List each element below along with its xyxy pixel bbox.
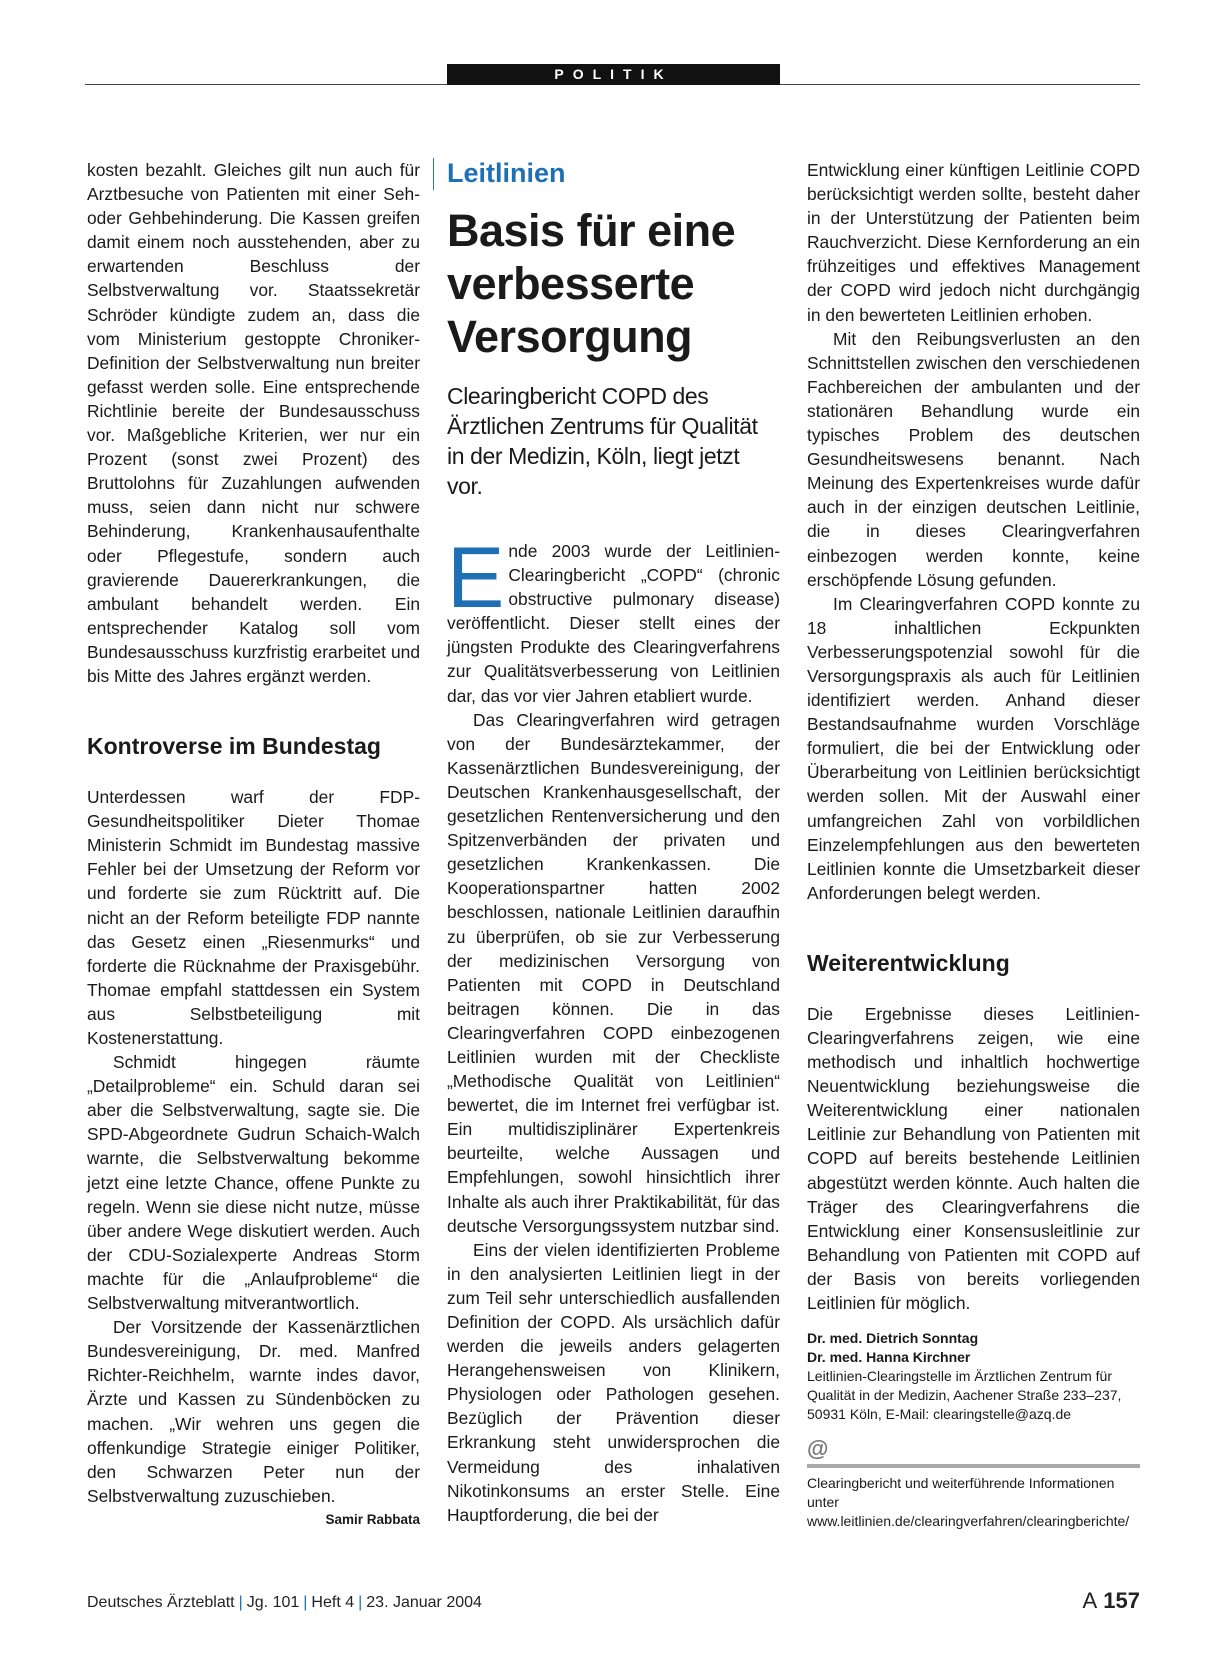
col1-paragraph-4 [87,1315,420,1527]
col3-paragraph-1: Entwicklung einer künftigen Leitlinie COPD berücksichtigt werden sollte, besteht daher in der Unterstützung der Patienten beim Rauchverzicht. Diese Kernforderung an ein frühzeitiges und effektives Management der COPD wird jedoch nicht durchgängig in den bewerteten Leitlinien erhoben. [807,160,1140,325]
column-2 [447,158,780,1527]
column-3 [807,158,1140,1531]
footer-volume: Jg. 101 [246,1594,300,1611]
standfirst: Clearingbericht COPD des Ärztlichen Zentrums für Qualität in der Medizin, Köln, liegt jetzt vor. [447,383,758,499]
page-footer [87,1588,1140,1613]
col2-paragraph-1-text: nde 2003 wurde der Leitlinien-Clearingbericht „COPD“ (chronic obstructive pulmonary disease) veröffentlicht. Dieser stellt eines der jüngsten Produkte des Clearingverfahrens zur Qualitätsverbesserung von Leitlinien dar, das vor vier Jahren etabliert wurde. [447,541,780,706]
footer-issue: Heft 4 [311,1594,355,1611]
col1-paragraph-3: Schmidt hingegen räumte „Detailprobleme“ ein. Schuld daran sei aber die Selbstverwaltung, sagte sie. Die SPD-Abgeordnete Gudrun Schaich-Walch warnte, die Selbstverwaltung bekomme jetzt eine letzte Chance, offene Punkte zu regeln. Wenn sie diese nicht nutze, müsse über andere Wege diskutiert werden. Auch der CDU-Sozialexperte Andreas Storm machte für die „Anlaufprobleme“ die Selbstverwaltung mitverantwortlich. [87,1052,420,1314]
authors-block [807,1329,1140,1367]
col3-subheading: Weiterentwicklung [807,949,1010,976]
page-number-value: 157 [1103,1588,1140,1613]
col1-subheading: Kontroverse im Bundestag [87,733,381,760]
web-info-text: Clearingbericht und weiterführende Informationen unter www.leitlinien.de/clearingverfahren/clearingberichte/ [807,1475,1130,1530]
col1-author: Samir Rabbata [325,1511,420,1527]
col1-paragraph-2: Unterdessen warf der FDP-Gesundheitspolitiker Dieter Thomae Ministerin Schmidt im Bundestag massive Fehler bei der Umsetzung der Reform vor und forderte sie zum Rücktritt auf. Die nicht an der Reform beteiligte FDP nannte das Gesetz einen „Riesenmurks“ und forderte die Rücknahme der Praxisgebühr. Thomae empfahl stattdessen ein System aus Selbstbeteiligung mit Kostenerstattung. [87,787,420,1048]
footer-separator: | [303,1594,308,1611]
col1-paragraph-4-text: Der Vorsitzende der Kassenärztlichen Bundesvereinigung, Dr. med. Manfred Richter-Reichhelm, warnte indes davor, Ärzte und Kassen zu Sündenböcken zu machen. „Wir wehren uns gegen die offenkundige Strategie einiger Politiker, den Schwarzen Peter nun der Selbstverwaltung zuzuschieben. [87,1317,420,1506]
page-number [1082,1588,1140,1614]
page-prefix: A [1082,1588,1098,1613]
col2-paragraph-3: Eins der vielen identifizierten Probleme in den analysierten Leitlinien liegt in der zum Teil sehr unterschiedlich ausfallenden Definition der COPD. Als ursächlich dafür werden die jeweils anders gelagerten Herangehensweisen von Klinikern, Physiologen oder Pathologen gesehen. Bezüglich der Prävention dieser Erkrankung steht unwidersprochen die Vermeidung des inhalativen Nikotinkonsums an erster Stelle. Eine Hauptforderung, die bei der [447,1239,780,1525]
drop-cap: E [447,530,505,626]
footer-separator: | [358,1594,363,1611]
footer-date: 23. Januar 2004 [366,1594,482,1611]
footer-separator: | [238,1594,243,1611]
section-label: POLITIK [447,64,780,85]
column-1 [87,158,420,1532]
col3-paragraph-4: Die Ergebnisse dieses Leitlinien-Clearingverfahrens zeigen, wie eine methodisch und inhaltlich hochwertige Neuentwicklung beziehungsweise die Weiterentwicklung einer nationalen Leitlinie zur Behandlung von Patienten mit COPD auf bereits bestehende Leitlinien abgestützt werden könnte. Auch halten die Träger des Clearingverfahrens die Entwicklung einer Konsensusleitlinie zur Behandlung von Patienten mit COPD auf der Basis von bereits vorliegenden Leitlinien für möglich. [807,1003,1140,1314]
kicker-rule [433,158,434,190]
author-1: Dr. med. Dietrich Sonntag [807,1330,979,1347]
affiliation: Leitlinien-Clearingstelle im Ärztlichen Zentrum für Qualität in der Medizin, Aachener Straße 233–237, 50931 Köln, E-Mail: clearingstelle@azq.de [807,1368,1122,1423]
author-2: Dr. med. Hanna Kirchner [807,1349,971,1366]
col2-paragraph-2: Das Clearingverfahren wird getragen von der Bundesärztekammer, der Kassenärztlichen Bundesvereinigung, der Deutschen Krankenhausgesellschaft, der gesetzlichen Rentenversicherung und den Spitzenverbänden der privaten und gesetzlichen Krankenkassen. Die Kooperationspartner hatten 2002 beschlossen, nationale Leitlinien daraufhin zu überprüfen, ob sie zur Verbesserung der medizinischen Versorgung von Patienten mit COPD in Deutschland beitragen können. Die in das Clearingverfahren COPD einbezogenen Leitlinien wurden mit der Checkliste „Methodische Qualität von Leitlinien“ bewertet, die im Internet frei verfügbar ist. Ein multidisziplinärer Expertenkreis beurteilte, welche Aussagen und Empfehlungen, sowohl hinsichtlich ihrer Inhalte als auch ihrer Praktikabilität, für das deutsche Versorgungssystem nutzbar sind. [447,709,780,1236]
web-info-rule [807,1464,1140,1468]
col1-paragraph-1: kosten bezahlt. Gleiches gilt nun auch für Arztbesuche von Patienten mit einer Seh- oder Gehbehinderung. Die Kassen greifen damit einem noch ausstehenden, aber zu erwartenden Beschluss der Selbstverwaltung vor. Staatssekretär Schröder kündigte zudem an, dass die vom Ministerium gestoppte Chroniker-Definition der Selbstverwaltung nun breiter gefasst werden solle. Eine entsprechende Richtlinie bereite der Bundesausschuss vor. Maßgebliche Kriterien, wer nur ein Prozent (sonst zwei Prozent) des Bruttolohns für Zuzahlungen aufwenden muss, seien dann nicht nur schwere Behinderung, Krankenhausaufenthalte oder Pflegestufe, sondern auch gravierende Dauererkrankungen, die ambulant behandelt werden. Ein entsprechender Katalog soll vom Bundesausschuss kurzfristig erarbeitet und bis Mitte des Jahres ergänzt werden. [87,160,420,686]
kicker: Leitlinien [447,158,566,188]
at-icon: @ [807,1436,829,1462]
web-info-box [807,1438,1140,1531]
col3-paragraph-2: Mit den Reibungsverlusten an den Schnittstellen zwischen den verschiedenen Fachbereichen der ambulanten und der stationären Behandlung wurde ein typisches Problem des deutschen Gesundheitswesens benannt. Nach Meinung des Expertenkreises wurde dafür auch in der einzigen deutschen Leitlinie, die in dieses Clearingverfahren einbezogen werden konnte, keine erschöpfende Lösung gefunden. [807,328,1140,590]
headline: Basis für eine verbesserte Versorgung [447,205,736,362]
col2-paragraph-1 [447,530,780,708]
col3-paragraph-3: Im Clearingverfahren COPD konnte zu 18 inhaltlichen Eckpunkten Verbesserungspotenzial sowohl für die Versorgungspraxis als auch für Leitlinien identifiziert werden. Anhand dieser Bestandsaufnahme wurden Vorschläge formuliert, die bei der Entwicklung oder Überarbeitung von Leitlinien berücksichtigt werden sollen. Mit der Auswahl einer umfangreichen Zahl von vorbildlichen Einzelempfehlungen aus den bewerteten Leitlinien konnte die Umsetzbarkeit dieser Anforderungen belegt werden. [807,593,1140,903]
footer-journal: Deutsches Ärzteblatt [87,1594,235,1611]
